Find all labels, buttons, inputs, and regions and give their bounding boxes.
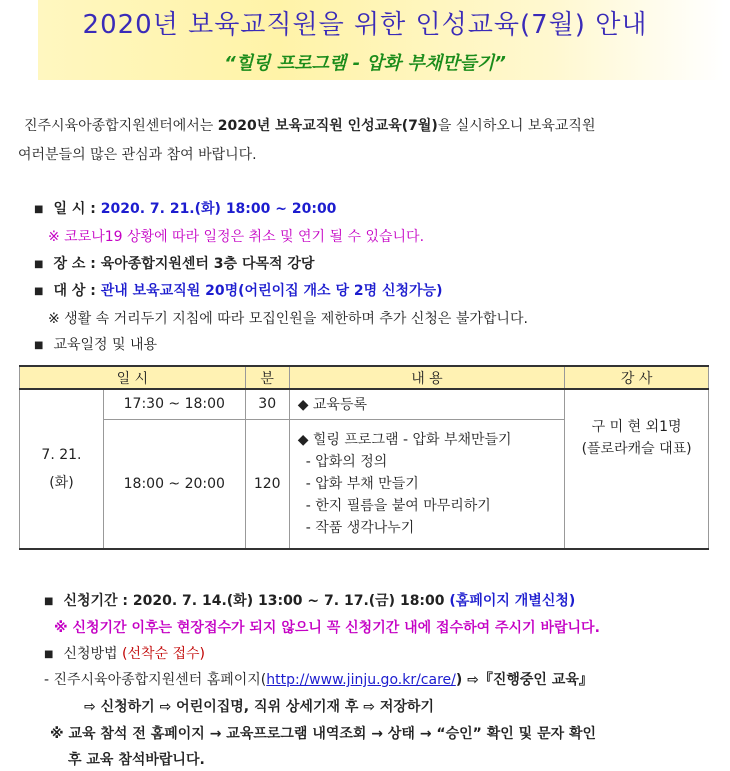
homepage-link[interactable]: http://www.jinju.go.kr/care/: [266, 672, 456, 688]
target-label: 대 상 :: [53, 283, 96, 299]
schedule-label: 교육일정 및 내용: [53, 337, 158, 353]
date-note: ※ 코로나19 상황에 따라 일정은 취소 및 연기 될 수 있습니다.: [48, 229, 425, 245]
place-row: [34, 254, 314, 275]
date-cell: [20, 389, 104, 549]
header-datetime: 일 시: [20, 366, 246, 389]
intro-text-a: 진주시육아종합지원센터에서는: [24, 118, 218, 134]
intro-text-b: 2020년 보육교직원 인성교육(7월): [217, 118, 438, 134]
place-value: 육아종합지원센터 3층 다목적 강당: [100, 256, 315, 272]
apply-period-row: [44, 591, 575, 612]
content-item: - 압화의 정의: [305, 453, 388, 470]
date-cell-line-1: 7. 21.: [41, 447, 82, 463]
target-value: 관내 보육교직원 20명(어린이집 개소 당 2명 신청가능): [100, 283, 443, 299]
content-item: - 한지 필름을 붙여 마무리하기: [305, 497, 491, 514]
intro-text-c: 을 실시하오니 보육교직원: [437, 118, 596, 134]
content-cell: [289, 419, 565, 549]
time-cell: 17:30 ~ 18:00: [103, 389, 245, 419]
page-subtitle: “힐링 프로그램 - 압화 부채만들기”: [224, 53, 506, 74]
bullet-square-icon: ■: [34, 286, 44, 297]
content-item: - 작품 생각나누기: [305, 519, 415, 536]
apply-period-note: (홈페이지 개별신청): [449, 593, 576, 609]
schedule-table: [19, 365, 709, 550]
apply-warning: ※ 신청기간 이후는 현장접수가 되지 않으니 꼭 신청기간 내에 접수하여 주시기 바랍니다.: [54, 620, 600, 636]
apply-method-note: (선착순 접수): [122, 646, 206, 662]
table-header-row: [20, 366, 709, 389]
apply-method-row: [44, 644, 205, 665]
bullet-square-icon: ■: [44, 649, 54, 660]
content-item: - 압화 부채 만들기: [305, 475, 419, 492]
schedule-row: [34, 335, 157, 356]
intro-line-2: 여러분들의 많은 관심과 참여 바랍니다.: [18, 147, 257, 163]
time-cell: 18:00 ~ 20:00: [103, 419, 245, 549]
apply-method-text-a: - 진주시육아종합지원센터 홈페이지(: [44, 672, 267, 688]
date-row: [34, 199, 336, 220]
final-note-2: 후 교육 참석바랍니다.: [68, 752, 205, 768]
apply-method-line-1: [44, 670, 593, 690]
header-instructor: 강 사: [565, 366, 709, 389]
intro-line-1: [24, 116, 595, 136]
apply-method-label: 신청방법: [63, 646, 118, 662]
header-minutes: 분: [245, 366, 289, 389]
place-label: 장 소 :: [53, 256, 96, 272]
header-content: 내 용: [289, 366, 565, 389]
instructor-affiliation: (플로라캐슬 대표): [581, 441, 692, 457]
bullet-square-icon: ■: [34, 340, 44, 351]
page-title: 2020년 보육교직원을 위한 인성교육(7월) 안내: [82, 10, 648, 40]
final-note-1: ※ 교육 참석 전 홈페이지 → 교육프로그램 내역조회 → 상태 → “승인” 확인 및 문자 확인: [50, 726, 597, 742]
date-label: 일 시 :: [53, 201, 96, 217]
bullet-square-icon: ■: [34, 204, 44, 215]
bullet-square-icon: ■: [44, 596, 54, 607]
apply-period: 신청기간 : 2020. 7. 14.(화) 13:00 ~ 7. 17.(금) 18:00: [63, 593, 445, 609]
instructor-cell: [565, 389, 709, 549]
apply-method-line-2: ⇨ 신청하기 ⇨ 어린이집명, 직위 상세기재 후 ⇨ 저장하기: [84, 699, 434, 715]
target-note: ※ 생활 속 거리두기 지침에 따라 모집인원을 제한하며 추가 신청은 불가합니다.: [48, 311, 528, 327]
date-value: 2020. 7. 21.(화) 18:00 ~ 20:00: [100, 201, 337, 217]
content-item: ◆ 힐링 프로그램 - 압화 부채만들기: [297, 431, 512, 448]
apply-method-text-b: ) ⇨『진행중인 교육』: [455, 672, 593, 688]
table-row: [20, 389, 709, 419]
minutes-cell: 120: [245, 419, 289, 549]
instructor-name: 구 미 현 외1명: [591, 419, 682, 435]
content-cell: ◆ 교육등록: [289, 389, 565, 419]
bullet-square-icon: ■: [34, 259, 44, 270]
date-cell-line-2: (화): [49, 475, 74, 491]
minutes-cell: 30: [245, 389, 289, 419]
target-row: [34, 281, 442, 302]
